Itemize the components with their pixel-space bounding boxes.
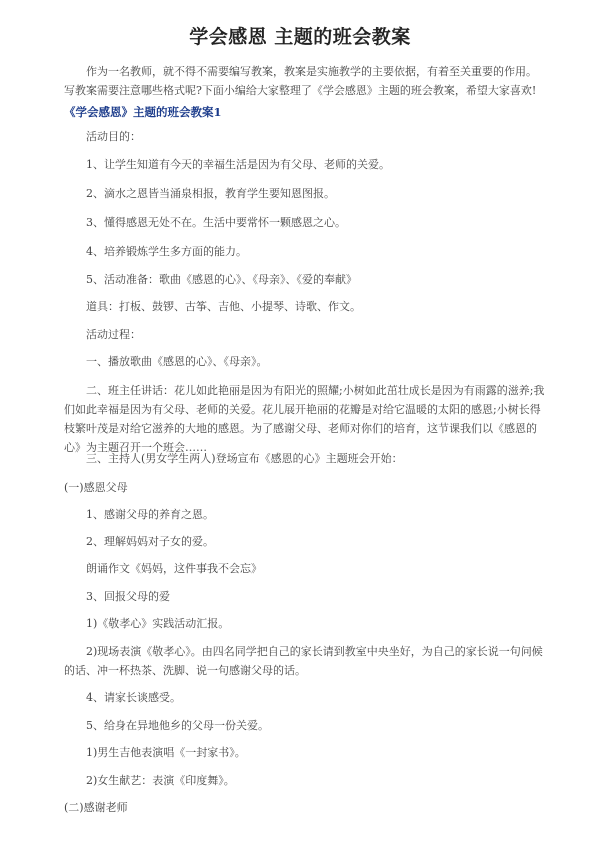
text-line: 3、懂得感恩无处不在。生活中要常怀一颗感恩之心。	[86, 216, 346, 229]
text-line: 2、滴水之恩皆当涌泉相报，教育学生要知恩图报。	[86, 187, 335, 200]
text-line: 活动目的：	[86, 130, 141, 143]
text-line: 1)男生吉他表演唱《一封家书》。	[86, 746, 246, 759]
text-line: 1、感谢父母的养育之恩。	[86, 508, 214, 521]
text-line: (二)感谢老师	[64, 801, 128, 814]
text-line: 4、培养锻炼学生多方面的能力。	[86, 245, 247, 258]
intro-paragraph: 作为一名教师，就不得不需要编写教案，教案是实施教学的主要依据，有着至关重要的作用。写教案需要注意哪些格式呢?下面小编给大家整理了《学会感恩》主题的班会教案，希望大家喜欢!	[64, 65, 537, 97]
text-line: 4、请家长谈感受。	[86, 691, 181, 704]
text-line: 道具：打板、鼓锣、古筝、吉他、小提琴、诗歌、作文。	[86, 300, 361, 313]
text-line: 活动过程：	[86, 328, 141, 341]
text-line: 2、理解妈妈对子女的爱。	[86, 535, 214, 548]
page-title: 学会感恩 主题的班会教案	[189, 26, 411, 48]
text-line: 1、让学生知道有今天的幸福生活是因为有父母、老师的关爱。	[86, 158, 390, 171]
text-line: 三、主持人(男女学生两人)登场宣布《感恩的心》主题班会开始：	[86, 452, 403, 465]
class-teacher-speech-paragraph: 二、班主任讲话：花儿如此艳丽是因为有阳光的照耀;小树如此茁壮成长是因为有雨露的滋养;我们如此幸福是因为有父母、老师的关爱。花儿展开艳丽的花瓣是对给它温暖的太阳的感恩;小树长得枝繁叶茂是对给它滋养的大地的感恩。为了感谢父母、老师对你们的培育，这节课我们以《感恩的心》为主题召开一个班会……	[64, 384, 545, 454]
text-line: 5、活动准备：歌曲《感恩的心》、《母亲》、《爱的奉献》	[86, 273, 357, 286]
text-line: 3、回报父母的爱	[86, 590, 170, 603]
text-line: (一)感恩父母	[64, 481, 128, 494]
live-performance-paragraph: 2)现场表演《敬孝心》。由四名同学把自己的家长请到教室中央坐好，为自己的家长说一句问候的话、冲一杯热茶、洗脚、说一句感谢父母的话。	[64, 645, 543, 677]
text-line: 朗诵作文《妈妈，这件事我不会忘》	[86, 562, 262, 575]
text-line: 一、播放歌曲《感恩的心》、《母亲》。	[86, 355, 268, 368]
section-heading: 《学会感恩》主题的班会教案1	[64, 105, 222, 119]
text-line: 2)女生献艺：表演《印度舞》。	[86, 774, 235, 787]
text-line: 5、给身在异地他乡的父母一份关爱。	[86, 719, 269, 732]
text-line: 1)《敬孝心》实践活动汇报。	[86, 617, 230, 630]
